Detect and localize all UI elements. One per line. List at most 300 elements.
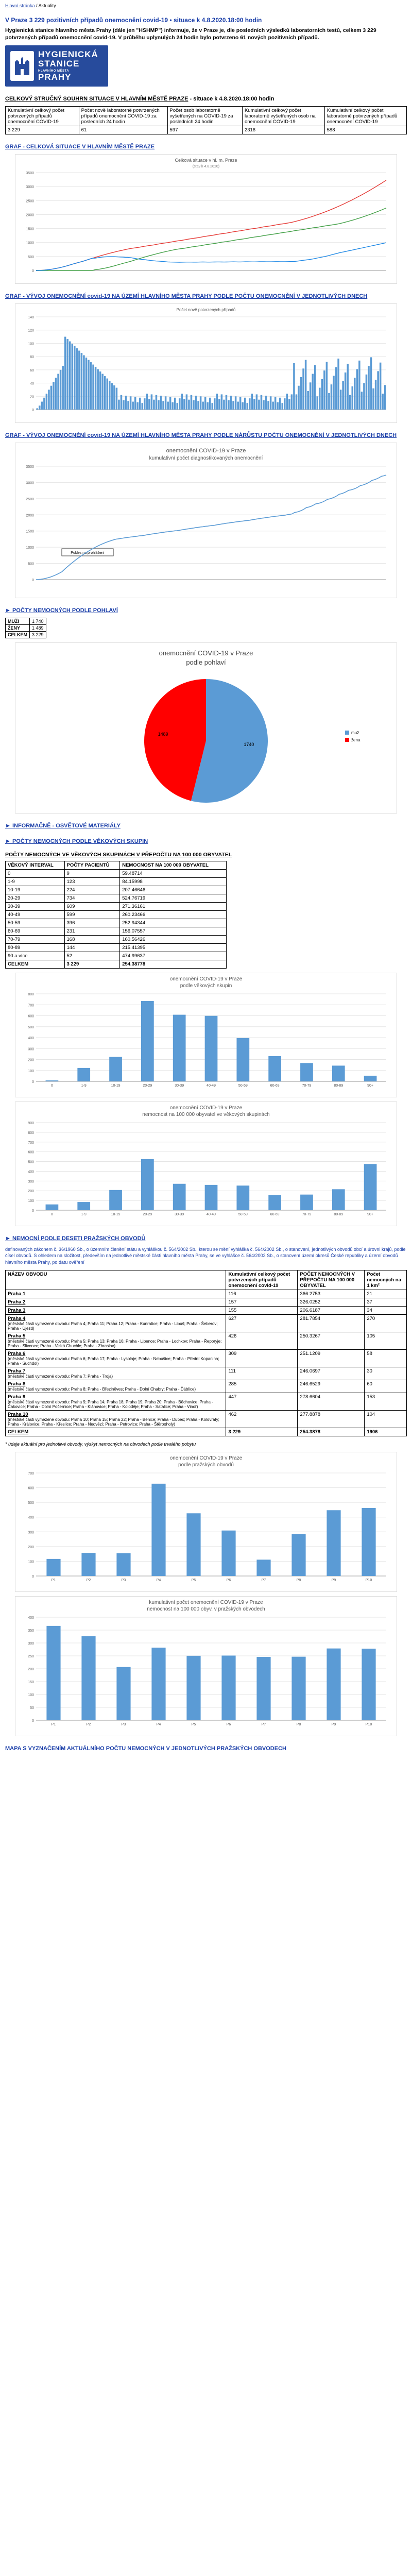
bar xyxy=(46,394,48,410)
bar xyxy=(247,403,249,410)
bar xyxy=(288,399,290,410)
bar xyxy=(134,397,136,410)
bar xyxy=(81,353,83,410)
bar xyxy=(327,1510,340,1576)
y-tick-label: 300 xyxy=(28,1531,34,1535)
bar xyxy=(169,397,171,410)
y-tick-label: 800 xyxy=(28,1131,34,1136)
y-tick-label: 1500 xyxy=(26,530,34,534)
bar xyxy=(291,1534,305,1575)
bar xyxy=(181,394,183,410)
bar xyxy=(218,399,220,410)
bar xyxy=(349,395,351,410)
bar xyxy=(216,394,218,410)
bar xyxy=(256,395,258,410)
bar xyxy=(332,1066,345,1082)
x-tick-label: P6 xyxy=(226,1722,231,1726)
legend-label: žena xyxy=(351,738,360,743)
x-tick-label: 40-49 xyxy=(207,1213,216,1217)
bar xyxy=(286,394,288,410)
x-tick-label: 60-69 xyxy=(270,1084,280,1088)
info-materials-heading[interactable]: ► INFORMAČNĚ - OSVĚTOVÉ MATERIÁLY xyxy=(5,823,121,829)
x-tick-label: 50-59 xyxy=(238,1084,248,1088)
y-tick-label: 140 xyxy=(28,316,34,320)
hshmp-logo xyxy=(5,45,108,87)
bar xyxy=(272,402,274,410)
x-tick-label: P2 xyxy=(86,1722,91,1726)
x-tick-label: 30-39 xyxy=(175,1084,184,1088)
bar xyxy=(221,1531,235,1576)
bar xyxy=(235,397,237,410)
bar xyxy=(85,358,88,410)
bar xyxy=(331,384,333,410)
y-tick-label: 400 xyxy=(28,1616,34,1620)
bar xyxy=(277,402,279,410)
bar xyxy=(274,397,277,410)
bar xyxy=(167,402,169,410)
age-table xyxy=(5,861,227,969)
bar xyxy=(340,390,342,410)
bar xyxy=(151,395,153,410)
y-tick-label: 600 xyxy=(28,1486,34,1490)
bar xyxy=(148,399,150,410)
bar xyxy=(74,346,76,410)
bar xyxy=(171,402,174,410)
y-tick-label: 500 xyxy=(28,1026,34,1030)
bar xyxy=(279,398,281,410)
summary-table xyxy=(5,106,407,134)
y-tick-label: 120 xyxy=(28,329,34,333)
y-tick-label: 1500 xyxy=(26,227,34,231)
age-chart1-title: onemocnění COVID-19 v Praze xyxy=(169,976,243,982)
castle-icon xyxy=(10,51,34,81)
table-row: 60-69 231 156.07557 xyxy=(6,927,227,936)
bar xyxy=(55,378,57,410)
table-row: Praha 1 116 366.2753 21 xyxy=(6,1290,407,1298)
bar xyxy=(158,400,160,410)
bar xyxy=(300,377,302,410)
y-tick-label: 350 xyxy=(28,1629,34,1633)
x-tick-label: 40-49 xyxy=(207,1084,216,1088)
bar xyxy=(195,396,197,410)
bar xyxy=(66,339,68,410)
pie-label: 1740 xyxy=(244,742,254,748)
y-tick-label: 600 xyxy=(28,1014,34,1019)
table-row: 0 9 59.48714 xyxy=(6,870,227,878)
bar xyxy=(291,1657,305,1720)
bar xyxy=(251,394,253,410)
table-row: Praha 7 (městské části vymezené obvodu: Praha 7; Praha - Troja) 111 246.0697 30 xyxy=(6,1367,407,1380)
bar xyxy=(239,397,242,410)
bar xyxy=(179,398,181,410)
bar xyxy=(375,380,377,410)
bar xyxy=(249,398,251,410)
bar xyxy=(193,400,195,410)
x-tick-label: P8 xyxy=(296,1722,301,1726)
table-row: ŽENY 1 489 xyxy=(6,625,46,632)
y-tick-label: 500 xyxy=(28,562,34,566)
table-row: 70-79 168 160.56426 xyxy=(6,936,227,944)
bar xyxy=(69,342,71,410)
y-tick-label: 900 xyxy=(28,1122,34,1126)
y-tick-label: 2500 xyxy=(26,199,34,204)
bar xyxy=(123,400,125,410)
bar xyxy=(116,1553,130,1576)
bar xyxy=(81,1553,95,1576)
bar xyxy=(186,395,188,410)
y-tick-label: 200 xyxy=(28,1190,34,1194)
cumulative-line-chart xyxy=(15,443,397,598)
x-tick-label: 90+ xyxy=(367,1213,374,1217)
y-tick-label: 0 xyxy=(32,1209,34,1213)
y-tick-label: 50 xyxy=(30,1706,34,1710)
bar xyxy=(366,375,368,410)
overall-line-chart xyxy=(15,154,397,284)
y-tick-label: 3500 xyxy=(26,465,34,469)
bar xyxy=(57,374,59,410)
bar xyxy=(173,1184,186,1210)
bar xyxy=(116,1667,130,1720)
y-tick-label: 700 xyxy=(28,1004,34,1008)
bar xyxy=(317,397,319,410)
table-row: Praha 10 (městské části vymezené obvodu: Praha 10; Praha 15; Praha 22; Praha - Benice; Praha - Dubeč; Praha - Kolovraty; Praha - Královice; Praha - Křeslice; Praha - Nedvězí; Praha - Petrovice; Praha - Štěrboholy) 462 277.8878 104 xyxy=(6,1410,407,1428)
bar xyxy=(214,398,216,410)
chart1-subtitle: (stav k 4.8.2020) xyxy=(192,165,220,169)
bar xyxy=(130,397,132,410)
bar xyxy=(144,398,146,410)
table-row: 40-49 599 260.23466 xyxy=(6,911,227,919)
y-tick-label: 700 xyxy=(28,1471,34,1476)
bar xyxy=(268,1056,281,1081)
bar xyxy=(244,398,246,410)
y-tick-label: 100 xyxy=(28,1560,34,1564)
table-row: CELKEM 3 229 254.3878 1906 xyxy=(6,1428,407,1436)
graph3-heading: GRAF - VÝVOJ ONEMOCNĚNÍ covid-19 NA ÚZEMÍ HLAVNÍHO MĚSTA PRAHY PODLE NÁRŮSTU POČTU ONEMOCNĚNÍ V JEDNOTLIVÝCH DNECH xyxy=(5,432,397,439)
bar xyxy=(312,374,314,410)
y-tick-label: 150 xyxy=(28,1680,34,1684)
bar xyxy=(319,388,321,410)
bar xyxy=(200,397,202,410)
summary-heading: CELKOVÝ STRUČNÝ SOUHRN SITUACE V HLAVNÍM MĚSTĚ PRAZE - situace k 4.8.2020.18:00 hodin xyxy=(5,96,274,103)
bar xyxy=(352,386,354,410)
bar xyxy=(370,358,372,410)
bar xyxy=(132,402,134,410)
age-subheading: POČTY NEMOCNÝCH VE VĚKOVÝCH SKUPINÁCH V PŘEPOČTU NA 100 000 OBYVATEL xyxy=(5,852,232,858)
x-tick-label: 80-89 xyxy=(334,1084,344,1088)
x-tick-label: 0 xyxy=(50,1084,53,1088)
bar xyxy=(173,1015,186,1081)
age-chart2-subtitle: nemocnost na 100 000 obyvatel ve věkových skupinách xyxy=(142,1112,270,1118)
y-tick-label: 3000 xyxy=(26,481,34,485)
bar xyxy=(230,396,232,410)
x-tick-label: P6 xyxy=(226,1578,231,1582)
x-tick-label: P10 xyxy=(365,1722,372,1726)
y-tick-label: 250 xyxy=(28,1654,34,1658)
bar xyxy=(356,369,358,410)
bar xyxy=(83,355,85,410)
bar xyxy=(156,395,158,410)
bar xyxy=(183,399,185,410)
y-tick-label: 200 xyxy=(28,1545,34,1549)
bar xyxy=(332,1190,345,1211)
bar xyxy=(136,402,139,410)
gender-table xyxy=(5,618,46,638)
bar xyxy=(46,1080,59,1081)
bar xyxy=(305,360,307,410)
bar xyxy=(197,401,199,410)
bar xyxy=(151,1484,165,1576)
x-tick-label: 0 xyxy=(50,1213,53,1217)
table-row: 20-29 734 524.76719 xyxy=(6,894,227,903)
table-row: Praha 3 155 206.6187 34 xyxy=(6,1306,407,1314)
age-table-header: VĚKOVÝ INTERVAL POČTY PACIENTŮ NEMOCNOST NA 100 000 OBYVATEL xyxy=(6,861,227,870)
legend-swatch xyxy=(345,731,349,735)
x-tick-label: P3 xyxy=(121,1578,126,1582)
x-tick-label: P10 xyxy=(365,1578,372,1582)
bar xyxy=(121,395,123,410)
pie-label: 1489 xyxy=(158,732,168,737)
y-tick-label: 0 xyxy=(32,269,34,274)
bar xyxy=(77,1202,90,1210)
y-tick-label: 40 xyxy=(30,382,34,386)
bar xyxy=(43,398,45,410)
breadcrumb-separator: / xyxy=(36,3,39,8)
bar xyxy=(263,400,265,410)
x-tick-label: P7 xyxy=(261,1578,266,1582)
age-count-bar-chart xyxy=(15,973,397,1097)
x-tick-label: 70-79 xyxy=(302,1213,312,1217)
x-tick-label: 20-29 xyxy=(143,1213,152,1217)
gender-pie-chart xyxy=(15,642,397,814)
bar xyxy=(291,395,293,410)
bar xyxy=(207,402,209,410)
bar xyxy=(76,348,78,410)
bar xyxy=(109,1190,122,1210)
bar xyxy=(323,370,325,410)
x-tick-label: P8 xyxy=(296,1578,301,1582)
bar xyxy=(253,399,255,410)
bar xyxy=(62,366,64,410)
age-heading: ► POČTY NEMOCNÝCH PODLE VĚKOVÝCH SKUPIN xyxy=(5,838,148,845)
breadcrumb-home-link[interactable]: Hlavní stránka xyxy=(5,3,35,8)
x-tick-label: 90+ xyxy=(367,1084,374,1088)
bar xyxy=(268,1195,281,1210)
bar xyxy=(162,401,164,410)
y-tick-label: 300 xyxy=(28,1047,34,1052)
table-row: Praha 4 (městské části vymezené obvodu: Praha 4; Praha 11; Praha 12; Praha - Kunratice; Praha - Libuš; Praha - Šeberov; Praha - Újezd) 627 281.7854 270 xyxy=(6,1314,407,1332)
districts-table xyxy=(5,1270,407,1436)
bar xyxy=(362,1649,375,1720)
summary-value-row: 3 229 61 597 2316 588 xyxy=(6,126,407,134)
x-tick-label: P2 xyxy=(86,1578,91,1582)
bar xyxy=(236,1186,249,1211)
x-tick-label: P9 xyxy=(331,1722,336,1726)
dist-chart1-title: onemocnění COVID-19 v Praze xyxy=(169,1455,243,1461)
bar xyxy=(242,402,244,410)
bar xyxy=(141,1159,154,1210)
y-tick-label: 200 xyxy=(28,1058,34,1062)
y-tick-label: 100 xyxy=(28,1070,34,1074)
bar xyxy=(377,371,379,410)
bar xyxy=(165,397,167,410)
bar xyxy=(326,362,328,410)
x-tick-label: 1-9 xyxy=(81,1213,87,1217)
bar xyxy=(77,1068,90,1081)
age-rate-bar-chart xyxy=(15,1101,397,1226)
bar xyxy=(226,395,228,410)
bar xyxy=(72,344,74,410)
age-chart1-subtitle: podle věkových skupin xyxy=(180,983,232,989)
y-tick-label: 0 xyxy=(32,1080,34,1084)
breadcrumb xyxy=(5,0,407,8)
y-tick-label: 0 xyxy=(32,409,34,413)
bar xyxy=(300,1195,313,1210)
bar xyxy=(107,379,109,410)
bar xyxy=(212,403,214,410)
bar xyxy=(380,363,382,410)
x-tick-label: P5 xyxy=(191,1578,196,1582)
bar xyxy=(174,398,176,410)
x-tick-label: P9 xyxy=(331,1578,336,1582)
bar xyxy=(92,365,94,410)
bar xyxy=(345,372,347,410)
y-tick-label: 600 xyxy=(28,1151,34,1155)
bar xyxy=(191,395,193,410)
bar xyxy=(81,1636,95,1720)
y-tick-label: 700 xyxy=(28,1141,34,1145)
y-tick-label: 3500 xyxy=(26,172,34,176)
x-tick-label: P4 xyxy=(156,1578,161,1582)
bar xyxy=(151,1648,165,1720)
table-row: Praha 8 (městské části vymezené obvodu: Praha 8; Praha - Březiněves; Praha - Dolní Chabry; Praha - Ďáblice) 285 246.6529 60 xyxy=(6,1380,407,1393)
table-row: Praha 6 (městské části vymezené obvodu: Praha 6; Praha 17; Praha - Lysolaje; Praha - Nebušice; Praha - Přední Kopanina; Praha - Suchdol) 309 251.1209 58 xyxy=(6,1349,407,1367)
bar xyxy=(46,1559,60,1576)
y-tick-label: 500 xyxy=(28,1160,34,1164)
dist-chart2-title: kumulativní počet onemocnění COVID-19 v Praze xyxy=(149,1599,263,1605)
breadcrumb-current: Aktuality xyxy=(38,3,56,8)
bar xyxy=(53,382,55,410)
y-tick-label: 500 xyxy=(28,256,34,260)
y-tick-label: 2500 xyxy=(26,498,34,502)
y-tick-label: 20 xyxy=(30,395,34,399)
chart1-title: Celková situace v hl. m. Praze xyxy=(175,158,237,163)
bar xyxy=(256,1657,270,1720)
bar xyxy=(237,402,239,410)
y-tick-label: 0 xyxy=(32,579,34,583)
bar xyxy=(382,394,384,410)
bar xyxy=(228,400,230,410)
x-tick-label: 80-89 xyxy=(334,1213,344,1217)
y-tick-label: 80 xyxy=(30,355,34,360)
y-tick-label: 3000 xyxy=(26,185,34,190)
y-tick-label: 2000 xyxy=(26,213,34,217)
chart2-title: Počet nově potvrzených případů xyxy=(176,308,236,313)
page-title: V Praze 3 229 pozitivních případů onemocnění covid-19 • situace k 4.8.2020.18:00 hodin xyxy=(5,16,262,24)
bar xyxy=(364,1076,377,1081)
x-tick-label: 20-29 xyxy=(143,1084,152,1088)
bar xyxy=(342,381,344,410)
bar xyxy=(335,367,337,410)
bar xyxy=(258,400,260,410)
y-tick-label: 200 xyxy=(28,1667,34,1671)
districts-heading: ► NEMOCNÍ PODLE DESETI PRAŽSKÝCH OBVODŮ xyxy=(5,1235,146,1242)
graph1-heading: GRAF - CELKOVÁ SITUACE V HLAVNÍM MĚSTĚ PRAZE xyxy=(5,144,155,150)
bar xyxy=(64,337,66,410)
x-tick-label: P3 xyxy=(121,1722,126,1726)
table-row: 10-19 224 207.46646 xyxy=(6,886,227,894)
y-tick-label: 0 xyxy=(32,1574,34,1579)
bar xyxy=(39,406,41,410)
bar xyxy=(97,369,99,410)
table-row: CELKEM 3 229 xyxy=(6,632,46,638)
x-tick-label: 60-69 xyxy=(270,1213,280,1217)
bar xyxy=(109,1057,122,1082)
bar xyxy=(337,359,339,410)
bar xyxy=(88,360,90,410)
y-tick-label: 100 xyxy=(28,1693,34,1697)
y-tick-label: 800 xyxy=(28,993,34,997)
table-row: Praha 2 157 326.0252 37 xyxy=(6,1298,407,1306)
bar xyxy=(327,1649,340,1720)
map-heading: MAPA S VYZNAČENÍM AKTUÁLNÍHO POČTU NEMOCNÝCH V JEDNOTLIVÝCH PRAŽSKÝCH OBVODECH xyxy=(5,1745,286,1752)
logo-text: HYGIENICKÁ STANICE HLAVNÍHO MĚSTA PRAHY xyxy=(38,49,98,82)
x-tick-label: 10-19 xyxy=(111,1213,121,1217)
bar xyxy=(146,394,148,410)
bar xyxy=(261,395,263,410)
districts-table-header: NÁZEV OBVODU Kumulativní celkový počet potvrzených případů onemocnění covid-19 POČET NEMOCNÝCH V PŘEPOČTU NA 100 000 OBYVATEL Počet nemocných na 1 km² xyxy=(6,1270,407,1290)
x-tick-label: P1 xyxy=(51,1722,56,1726)
table-row: 50-59 396 252.94344 xyxy=(6,919,227,927)
x-tick-label: P5 xyxy=(191,1722,196,1726)
series-line xyxy=(36,180,386,270)
y-tick-label: 0 xyxy=(32,1719,34,1723)
bar xyxy=(293,363,295,410)
table-row: 1-9 123 84.15998 xyxy=(6,878,227,886)
table-row: Praha 5 (městské části vymezené obvodu: Praha 5; Praha 13; Praha 16; Praha - Lipence; Praha - Lochkov; Praha - Řeporyje; Praha - Slivenec; Praha - Velká Chuchle; Praha - Zbraslav) 426 250.3267 105 xyxy=(6,1332,407,1349)
bar xyxy=(188,400,190,410)
y-tick-label: 300 xyxy=(28,1180,34,1184)
table-row: 30-39 609 271.36161 xyxy=(6,903,227,911)
bar xyxy=(90,362,92,410)
bar xyxy=(300,1063,313,1082)
bar xyxy=(372,388,374,410)
bar xyxy=(95,367,97,410)
bar xyxy=(282,403,284,410)
bar xyxy=(50,386,53,410)
bar xyxy=(321,379,323,410)
bar xyxy=(139,398,141,410)
bar xyxy=(362,1508,375,1576)
bar xyxy=(236,1038,249,1081)
district-count-bar-chart xyxy=(15,1452,397,1592)
bar xyxy=(347,364,349,410)
bar xyxy=(153,400,155,410)
bar xyxy=(361,392,363,410)
bar xyxy=(221,395,223,410)
graph2-heading: GRAF - VÝVOJ ONEMOCNĚNÍ covid-19 NA ÚZEMÍ HLAVNÍHO MĚSTA PRAHY PODLE POČTU ONEMOCNĚNÍ V JEDNOTLIVÝCH DNECH xyxy=(5,293,368,300)
bar xyxy=(116,388,118,410)
y-tick-label: 1000 xyxy=(26,546,34,550)
x-tick-label: P1 xyxy=(51,1578,56,1582)
x-tick-label: 50-59 xyxy=(238,1213,248,1217)
bar xyxy=(104,376,106,410)
bar xyxy=(333,376,335,410)
page xyxy=(5,0,407,1752)
daily-bar-chart xyxy=(15,303,397,423)
bar xyxy=(186,1513,200,1576)
bar xyxy=(298,386,300,410)
pie-subtitle: podle pohlaví xyxy=(186,658,226,667)
